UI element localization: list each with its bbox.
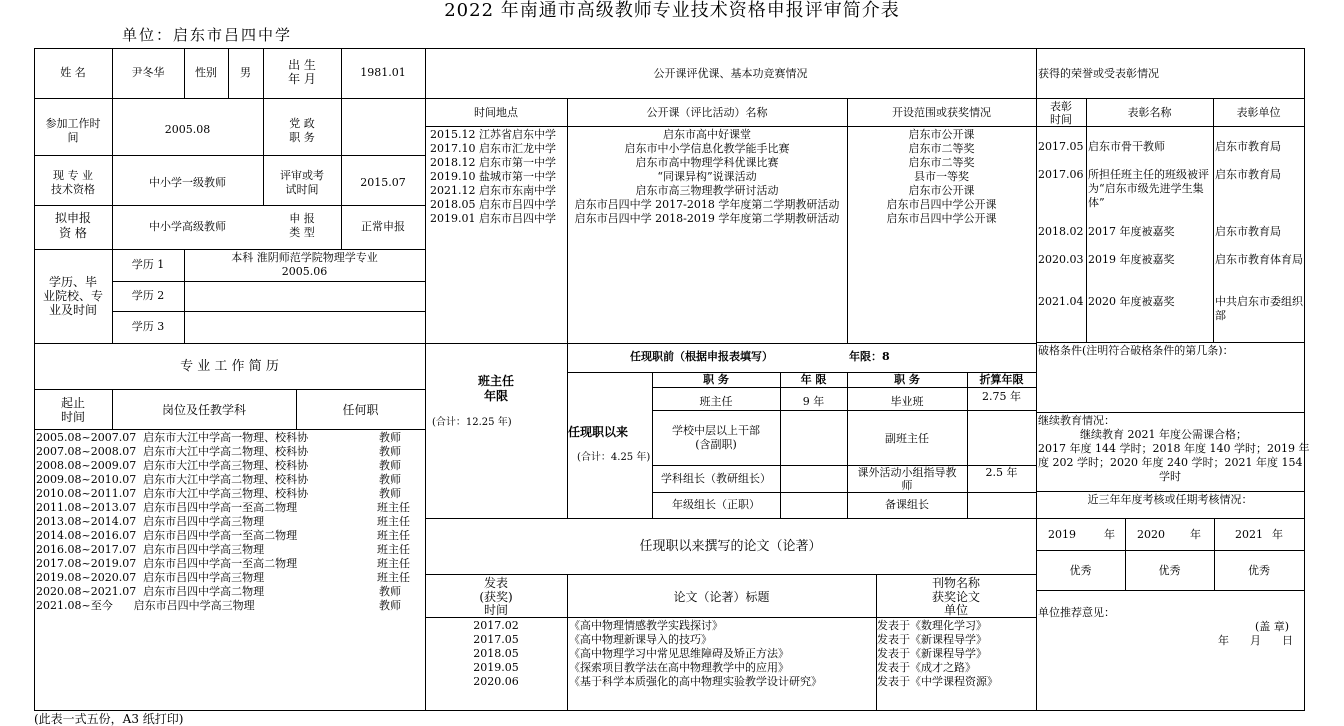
rule bbox=[34, 155, 425, 156]
party-label: 职 务 bbox=[289, 131, 315, 144]
continuing-education-text: 继续教育 2021 年度公需课合格； bbox=[1080, 428, 1247, 441]
rule bbox=[34, 429, 425, 430]
paper-journal: 发表于《新课程导学》 bbox=[877, 633, 987, 646]
review-time-label: 评审或考 bbox=[280, 169, 324, 182]
papers-header: 任现职以来撰写的论文（论著） bbox=[639, 539, 822, 554]
before-tenure-years: 年限：8 bbox=[849, 350, 890, 363]
career-row bbox=[36, 557, 416, 571]
education-row-label: 学历 3 bbox=[131, 320, 165, 333]
honors-name-header: 表彰名称 bbox=[1127, 106, 1172, 119]
paper-title: 《高中物理学习中常见思维障碍及矫正方法》 bbox=[569, 647, 789, 660]
honor-org: 启东市教育局 bbox=[1215, 225, 1281, 238]
open-class-time: 2018.12 启东市第一中学 bbox=[430, 156, 556, 169]
rule bbox=[1036, 412, 1304, 413]
qualification-value: 中小学一级教师 bbox=[149, 176, 226, 189]
career-row-text: 2009.08~2010.07 启东市大江中学高二物理、校科协 bbox=[36, 473, 309, 486]
open-class-name: 启东市高中好课堂 bbox=[663, 128, 751, 141]
seal-label: (盖 章) bbox=[1255, 620, 1290, 633]
honors-time-header: 时间 bbox=[1050, 113, 1072, 126]
tenure-row-post: 备课组长 bbox=[885, 498, 929, 511]
apply-type-value: 正常申报 bbox=[361, 220, 405, 233]
rule bbox=[425, 343, 1036, 344]
career-post-header: 岗位及任教学科 bbox=[161, 403, 246, 417]
papers-journal-header: 获奖论文 bbox=[931, 590, 980, 604]
open-class-result: 县市一等奖 bbox=[914, 170, 969, 183]
rule bbox=[1214, 518, 1215, 590]
career-row-text: 2019.08~2020.07 启东市吕四中学高三物理 bbox=[36, 571, 265, 584]
tenure-row-post: (含副职) bbox=[695, 438, 737, 451]
rule bbox=[1125, 518, 1126, 590]
honors-org-header: 表彰单位 bbox=[1236, 106, 1281, 119]
career-period-header: 时间 bbox=[60, 410, 85, 424]
career-row-text: 2013.08~2014.07 启东市吕四中学高三物理 bbox=[36, 515, 265, 528]
career-row-text: 2020.08~2021.07 启东市吕四中学高二物理 bbox=[36, 585, 265, 598]
rule bbox=[652, 410, 1036, 411]
rule bbox=[34, 205, 425, 206]
tenure-row-post: 副班主任 bbox=[885, 432, 929, 445]
work-start-label: 参加工作时 bbox=[45, 117, 101, 130]
honor-org: 启东市教育体育局 bbox=[1215, 253, 1303, 266]
open-class-results bbox=[847, 128, 1036, 226]
paper-journal: 发表于《成才之路》 bbox=[877, 661, 976, 674]
before-tenure-label: 任现职前（根据申报表填写） bbox=[630, 350, 773, 363]
work-start-label: 间 bbox=[67, 131, 79, 144]
footer-note: (此表一式五份，A3 纸打印) bbox=[34, 712, 184, 726]
paper-title: 《高中物理情感教学实践探讨》 bbox=[569, 619, 723, 632]
head-teacher-total: (合计：12.25 年) bbox=[432, 417, 512, 428]
rule bbox=[1036, 491, 1304, 492]
open-class-result: 启东市吕四中学公开课 bbox=[886, 212, 997, 225]
honor-name: 2017 年度被嘉奖 bbox=[1088, 225, 1175, 238]
education-row-value: 2005.06 bbox=[281, 265, 328, 278]
rule bbox=[652, 387, 1036, 388]
after-tenure-label: 任现职以来 bbox=[568, 425, 629, 439]
papers-journal-header: 单位 bbox=[943, 603, 968, 617]
career-row bbox=[36, 585, 416, 599]
honor-time: 2020.03 bbox=[1038, 253, 1084, 266]
tenure-row-years: 9 年 bbox=[802, 395, 825, 408]
open-class-time: 2017.10 启东市汇龙中学 bbox=[430, 142, 556, 155]
rule bbox=[34, 343, 425, 344]
rule bbox=[1036, 342, 1304, 343]
honor-org: 启东市教育局 bbox=[1215, 140, 1281, 153]
honor-time: 2021.04 bbox=[1038, 295, 1084, 308]
paper-date: 2020.06 bbox=[473, 675, 519, 688]
rule bbox=[34, 98, 425, 99]
assessment-year-unit: 年 bbox=[1190, 528, 1201, 541]
career-row-role: 教师 bbox=[379, 459, 401, 472]
rule bbox=[652, 492, 1036, 493]
open-class-name: 启东市高三物理教学研讨活动 bbox=[635, 184, 779, 197]
honor-time: 2017.05 bbox=[1038, 140, 1084, 153]
tenure-row-years: 2.75 年 bbox=[982, 390, 1021, 403]
page-title: 2022 年南通市高级教师专业技术资格申报评审简介表 bbox=[444, 0, 900, 21]
honor-org: 启东市教育局 bbox=[1215, 168, 1281, 181]
honor-time: 2018.02 bbox=[1038, 225, 1084, 238]
paper-date: 2017.05 bbox=[473, 633, 519, 646]
career-row bbox=[36, 473, 416, 487]
open-class-time-header: 时间地点 bbox=[474, 106, 518, 119]
after-tenure-total: (合计：4.25 年) bbox=[577, 452, 651, 463]
open-class-result: 启东市二等奖 bbox=[908, 156, 975, 169]
career-row-text: 2021.08~至今 启东市吕四中学高三物理 bbox=[36, 599, 255, 612]
assessment-year: 2019 bbox=[1048, 528, 1076, 541]
honor-org: 中共启东市委组织部 bbox=[1215, 295, 1303, 322]
career-row-text: 2008.08~2009.07 启东市大江中学高三物理、校科协 bbox=[36, 459, 309, 472]
open-class-header: 公开课评优课、基本功竞赛情况 bbox=[653, 67, 808, 80]
rule bbox=[1036, 590, 1304, 591]
apply-type-label: 类 型 bbox=[289, 226, 315, 239]
career-role-header: 任何职 bbox=[342, 403, 379, 417]
paper-date: 2019.05 bbox=[473, 661, 519, 674]
career-header: 专 业 工 作 简 历 bbox=[180, 359, 279, 374]
date-label: 年 月 日 bbox=[1218, 634, 1293, 647]
career-row-text: 2007.08~2008.07 启东市大江中学高二物理、校科协 bbox=[36, 445, 309, 458]
tenure-row-years: 2.5 年 bbox=[985, 466, 1018, 479]
apply-label: 拟申报 bbox=[54, 211, 91, 225]
career-row-role: 班主任 bbox=[377, 529, 410, 542]
honor-time: 2017.06 bbox=[1038, 168, 1084, 181]
career-row bbox=[36, 445, 416, 459]
open-class-result: 启东市公开课 bbox=[908, 128, 975, 141]
rule bbox=[425, 126, 1036, 127]
career-row bbox=[36, 599, 416, 613]
unit-label: 单位：启东市吕四中学 bbox=[122, 26, 293, 44]
education-label: 学历、毕 bbox=[48, 275, 97, 289]
exception-label: 破格条件(注明符合破格条件的第几条)： bbox=[1038, 344, 1234, 357]
paper-journal: 发表于《新课程导学》 bbox=[877, 647, 987, 660]
career-row bbox=[36, 543, 416, 557]
work-start-value: 2005.08 bbox=[164, 123, 211, 136]
head-teacher-label: 年限 bbox=[483, 389, 508, 403]
career-row bbox=[36, 501, 416, 515]
career-row-role: 班主任 bbox=[377, 557, 410, 570]
rule bbox=[425, 98, 1304, 99]
continuing-education-title: 继续教育情况： bbox=[1038, 414, 1115, 427]
paper-journal: 发表于《数理化学习》 bbox=[877, 619, 987, 632]
open-class-times bbox=[430, 128, 567, 226]
tenure-row-post: 年级组长（正职） bbox=[672, 498, 760, 511]
open-class-name: 启东市中小学信息化教学能手比赛 bbox=[624, 142, 790, 155]
career-row-role: 教师 bbox=[379, 445, 401, 458]
career-row-role: 教师 bbox=[379, 487, 401, 500]
papers-titles bbox=[569, 619, 874, 689]
career-row-text: 2016.08~2017.07 启东市吕四中学高三物理 bbox=[36, 543, 265, 556]
career-row bbox=[36, 431, 416, 445]
career-row-text: 2005.08~2007.07 启东市大江中学高一物理、校科协 bbox=[36, 431, 309, 444]
open-class-time: 2018.05 启东市吕四中学 bbox=[430, 198, 556, 211]
education-row-value: 本科 淮阴师范学院物理学专业 bbox=[231, 251, 378, 264]
birth-label: 年 月 bbox=[288, 72, 316, 86]
tenure-row-post: 学校中层以上干部 bbox=[672, 424, 760, 437]
rule bbox=[34, 48, 35, 710]
rule bbox=[1036, 48, 1037, 710]
papers-journals bbox=[877, 619, 1035, 689]
education-row-label: 学历 2 bbox=[131, 289, 165, 302]
open-class-name: “同课异构”说课活动 bbox=[657, 170, 757, 183]
rule bbox=[1036, 550, 1304, 551]
papers-date-header: 发表 bbox=[483, 576, 508, 590]
education-label: 业院校、专 bbox=[42, 289, 103, 303]
papers-date-header: 时间 bbox=[483, 603, 508, 617]
paper-date: 2017.02 bbox=[473, 619, 519, 632]
papers-date-header: (获奖) bbox=[479, 590, 513, 604]
rule bbox=[1213, 98, 1214, 342]
tenure-row-post: 毕业班 bbox=[890, 395, 924, 408]
career-row bbox=[36, 515, 416, 529]
open-class-result-header: 开设范围或获奖情况 bbox=[892, 106, 991, 119]
career-list bbox=[36, 431, 416, 613]
tenure-row-post: 师 bbox=[901, 479, 913, 492]
honor-name: 所担任班主任的班级被评为“启东市级先进学生集体” bbox=[1088, 168, 1209, 209]
gender-value: 男 bbox=[240, 66, 251, 79]
paper-title: 《基于科学本质强化的高中物理实验教学设计研究》 bbox=[569, 675, 822, 688]
tenure-post-header: 职 务 bbox=[894, 373, 920, 386]
tenure-row-post: 班主任 bbox=[699, 395, 733, 408]
assessment-year: 2021 bbox=[1235, 528, 1263, 541]
rule bbox=[34, 389, 425, 390]
rule bbox=[425, 574, 1036, 575]
tenure-converted-header: 折算年限 bbox=[979, 373, 1024, 386]
paper-journal: 发表于《中学课程资源》 bbox=[877, 675, 998, 688]
open-class-time: 2015.12 江苏省启东中学 bbox=[430, 128, 556, 141]
rule bbox=[112, 281, 425, 282]
rule bbox=[425, 518, 1036, 519]
career-row-role: 教师 bbox=[379, 473, 401, 486]
open-class-result: 启东市公开课 bbox=[908, 184, 975, 197]
rule bbox=[780, 372, 781, 518]
career-row-role: 教师 bbox=[379, 585, 401, 598]
open-class-name: 启东市吕四中学 2017-2018 学年度第二学期教研活动 bbox=[574, 198, 840, 211]
tenure-row-post: 课外活动小组指导教 bbox=[857, 466, 957, 479]
assessment-result: 优秀 bbox=[1158, 564, 1181, 577]
assessment-result: 优秀 bbox=[1069, 564, 1092, 577]
rule bbox=[34, 249, 425, 250]
career-row bbox=[36, 529, 416, 543]
tenure-years-header: 年 限 bbox=[800, 373, 827, 386]
open-class-time: 2019.10 盐城市第一中学 bbox=[430, 170, 556, 183]
honors-header: 获得的荣誉或受表彰情况 bbox=[1038, 67, 1159, 80]
apply-type-label: 申 报 bbox=[289, 212, 315, 225]
assessment-year-unit: 年 bbox=[1104, 528, 1115, 541]
open-class-name: 启东市高中物理学科优课比赛 bbox=[635, 156, 779, 169]
open-class-result: 启东市吕四中学公开课 bbox=[886, 198, 997, 211]
paper-date: 2018.05 bbox=[473, 647, 519, 660]
continuing-education-text: 2017 年度 144 学时；2018 年度 140 学时；2019 年 bbox=[1038, 442, 1310, 455]
qualification-label: 技术资格 bbox=[51, 183, 95, 196]
honor-name: 启东市骨干教师 bbox=[1088, 140, 1165, 153]
career-row-text: 2011.08~2013.07 启东市吕四中学高一至高二物理 bbox=[36, 501, 298, 514]
papers-journal-header: 刊物名称 bbox=[931, 576, 980, 590]
qualification-label: 现 专 业 bbox=[53, 169, 93, 182]
apply-value: 中小学高级教师 bbox=[149, 220, 226, 233]
career-row-text: 2014.08~2016.07 启东市吕四中学高一至高二物理 bbox=[36, 529, 298, 542]
party-label: 党 政 bbox=[289, 117, 315, 130]
education-label: 业及时间 bbox=[48, 303, 97, 317]
open-class-time: 2019.01 启东市吕四中学 bbox=[430, 212, 556, 225]
gender-label: 性别 bbox=[195, 66, 217, 79]
open-class-time: 2021.12 启东市东南中学 bbox=[430, 184, 556, 197]
review-time-label: 试时间 bbox=[285, 183, 319, 196]
papers-title-header: 论文（论著）标题 bbox=[673, 590, 770, 604]
honors-time-header: 表彰 bbox=[1050, 100, 1072, 113]
honor-name: 2019 年度被嘉奖 bbox=[1088, 253, 1175, 266]
birth-value: 1981.01 bbox=[360, 66, 406, 79]
career-row bbox=[36, 571, 416, 585]
open-class-result: 启东市二等奖 bbox=[908, 142, 975, 155]
honor-name: 2020 年度被嘉奖 bbox=[1088, 295, 1175, 308]
rule bbox=[112, 311, 425, 312]
career-row-role: 班主任 bbox=[377, 571, 410, 584]
rule bbox=[34, 710, 1305, 711]
birth-label: 出 生 bbox=[288, 58, 316, 72]
open-class-name: 启东市吕四中学 2018-2019 学年度第二学期教研活动 bbox=[574, 212, 840, 225]
career-row-role: 教师 bbox=[379, 599, 401, 612]
career-row bbox=[36, 459, 416, 473]
tenure-post-header: 职 务 bbox=[703, 373, 729, 386]
paper-title: 《高中物理新课导入的技巧》 bbox=[569, 633, 712, 646]
papers-dates bbox=[425, 619, 567, 689]
assessment-year-unit: 年 bbox=[1272, 528, 1283, 541]
recommendation-label: 单位推荐意见： bbox=[1038, 606, 1115, 619]
assessment-year: 2020 bbox=[1137, 528, 1165, 541]
paper-title: 《探索项目教学法在高中物理教学中的应用》 bbox=[569, 661, 789, 674]
assessment-title: 近三年年度考核或任期考核情况： bbox=[1087, 493, 1253, 506]
name-label: 姓 名 bbox=[60, 66, 86, 79]
continuing-education-text: 度 202 学时；2020 年度 240 学时；2021 年度 154 bbox=[1038, 456, 1303, 469]
head-teacher-label: 班主任 bbox=[477, 374, 514, 388]
rule bbox=[1036, 518, 1304, 519]
career-row-role: 班主任 bbox=[377, 501, 410, 514]
rule bbox=[1304, 48, 1305, 710]
rule bbox=[34, 48, 1305, 49]
career-period-header: 起止 bbox=[60, 396, 85, 410]
career-row-role: 班主任 bbox=[377, 515, 410, 528]
review-time-value: 2015.07 bbox=[360, 176, 406, 189]
career-row-text: 2010.08~2011.07 启东市大江中学高三物理、校科协 bbox=[36, 487, 309, 500]
career-row bbox=[36, 487, 416, 501]
career-row-role: 班主任 bbox=[377, 543, 410, 556]
name-value: 尹冬华 bbox=[131, 66, 165, 79]
career-row-text: 2017.08~2019.07 启东市吕四中学高一至高二物理 bbox=[36, 557, 298, 570]
apply-label: 资 格 bbox=[59, 226, 87, 240]
continuing-education-text: 学时 bbox=[1159, 470, 1181, 483]
open-class-name-header: 公开课（评比活动）名称 bbox=[646, 106, 768, 119]
tenure-row-post: 学科组长（教研组长） bbox=[661, 472, 771, 485]
assessment-result: 优秀 bbox=[1248, 564, 1270, 577]
career-row-role: 教师 bbox=[379, 431, 401, 444]
rule bbox=[1086, 98, 1087, 342]
open-class-names bbox=[567, 128, 847, 226]
education-row-label: 学历 1 bbox=[131, 258, 165, 271]
